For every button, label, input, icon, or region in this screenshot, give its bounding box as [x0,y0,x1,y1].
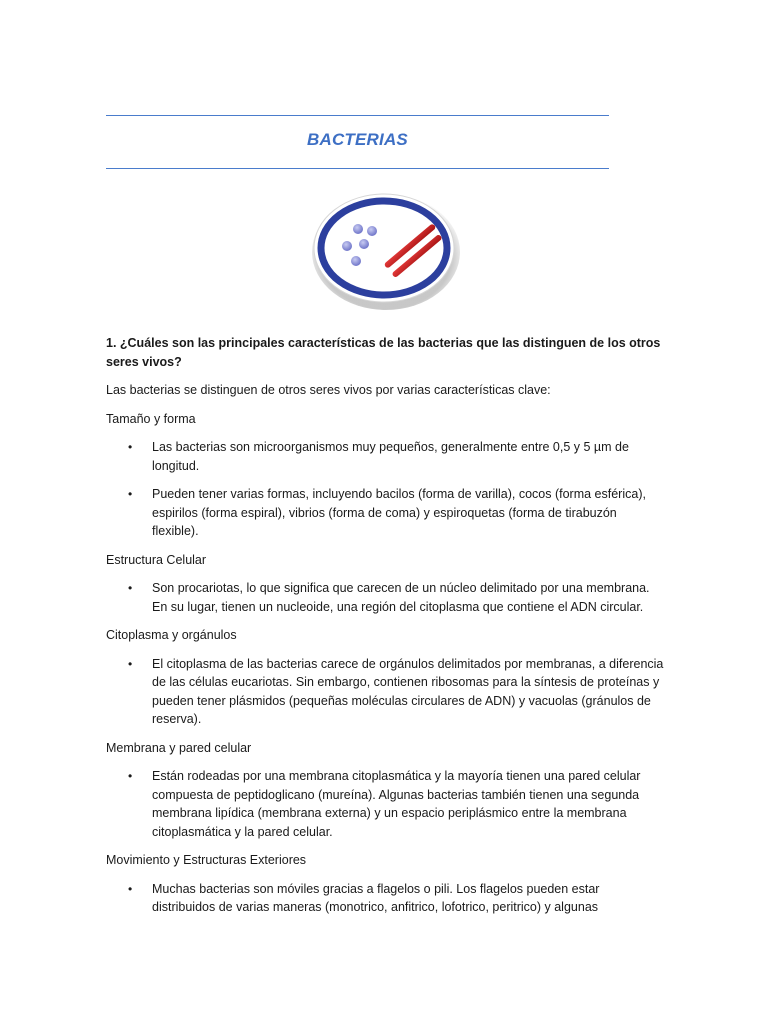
list-item: • Las bacterias son microorganismos muy pequeños, generalmente entre 0,5 y 5 µm de longitud. [106,438,666,475]
section-heading-citoplasma: Citoplasma y orgánulos [106,628,237,642]
section-heading-estructura: Estructura Celular [106,552,207,567]
bullet-list-membrana [106,767,666,841]
top-rule [106,115,609,116]
list-item: • El citoplasma de las bacterias carece de orgánulos delimitados por membranas, a diferencia de las células eucariotas. Sin embargo, contienen ribosomas para la síntesis de proteínas y pueden tener plásmidos (pequeñas moléculas circulares de ADN) y vacuolas (gránulos de reserva). [106,655,666,729]
bottom-rule [106,168,609,169]
page-title: BACTERIAS [307,130,408,149]
question-heading: 1. ¿Cuáles son las principales características de las bacterias que las distinguen de los otros seres vivos? [106,336,661,369]
bullet-list-estructura [106,579,666,616]
section-heading-membrana: Membrana y pared celular [106,740,252,755]
document-body [106,334,666,927]
bullet-list-tamano [106,438,666,541]
list-item: • Son procariotas, lo que significa que carecen de un núcleo delimitado por una membrana. En su lugar, tienen un nucleoide, una región del citoplasma que contiene el ADN circular. [106,579,666,616]
bacteria-petri-dish-icon [306,186,462,312]
section-heading-tamano: Tamaño y forma [106,411,196,426]
list-item: • Pueden tener varias formas, incluyendo bacilos (forma de varilla), cocos (forma esférica), espirilos (forma espiral), vibrios (forma de coma) y espiroquetas (forma de tirabuzón flexible). [106,485,666,541]
intro-paragraph: Las bacterias se distinguen de otros seres vivos por varias características clave: [106,383,551,397]
list-item: • Están rodeadas por una membrana citoplasmática y la mayoría tienen una pared celular compuesta de peptidoglicano (mureína). Algunas bacterias también tienen una segunda membrana lipídica (membrana externa) y un espacio periplásmico entre la membrana citoplasmática y la pared celular. [106,767,666,841]
section-heading-movimiento: Movimiento y Estructuras Exteriores [106,853,307,867]
list-item: • Muchas bacterias son móviles gracias a flagelos o pili. Los flagelos pueden estar distribuidos de varias maneras (monotrico, anfitrico, lofotrico, peritrico) y algunas [106,880,666,917]
bullet-list-citoplasma [106,655,666,729]
bullet-list-movimiento [106,880,666,917]
